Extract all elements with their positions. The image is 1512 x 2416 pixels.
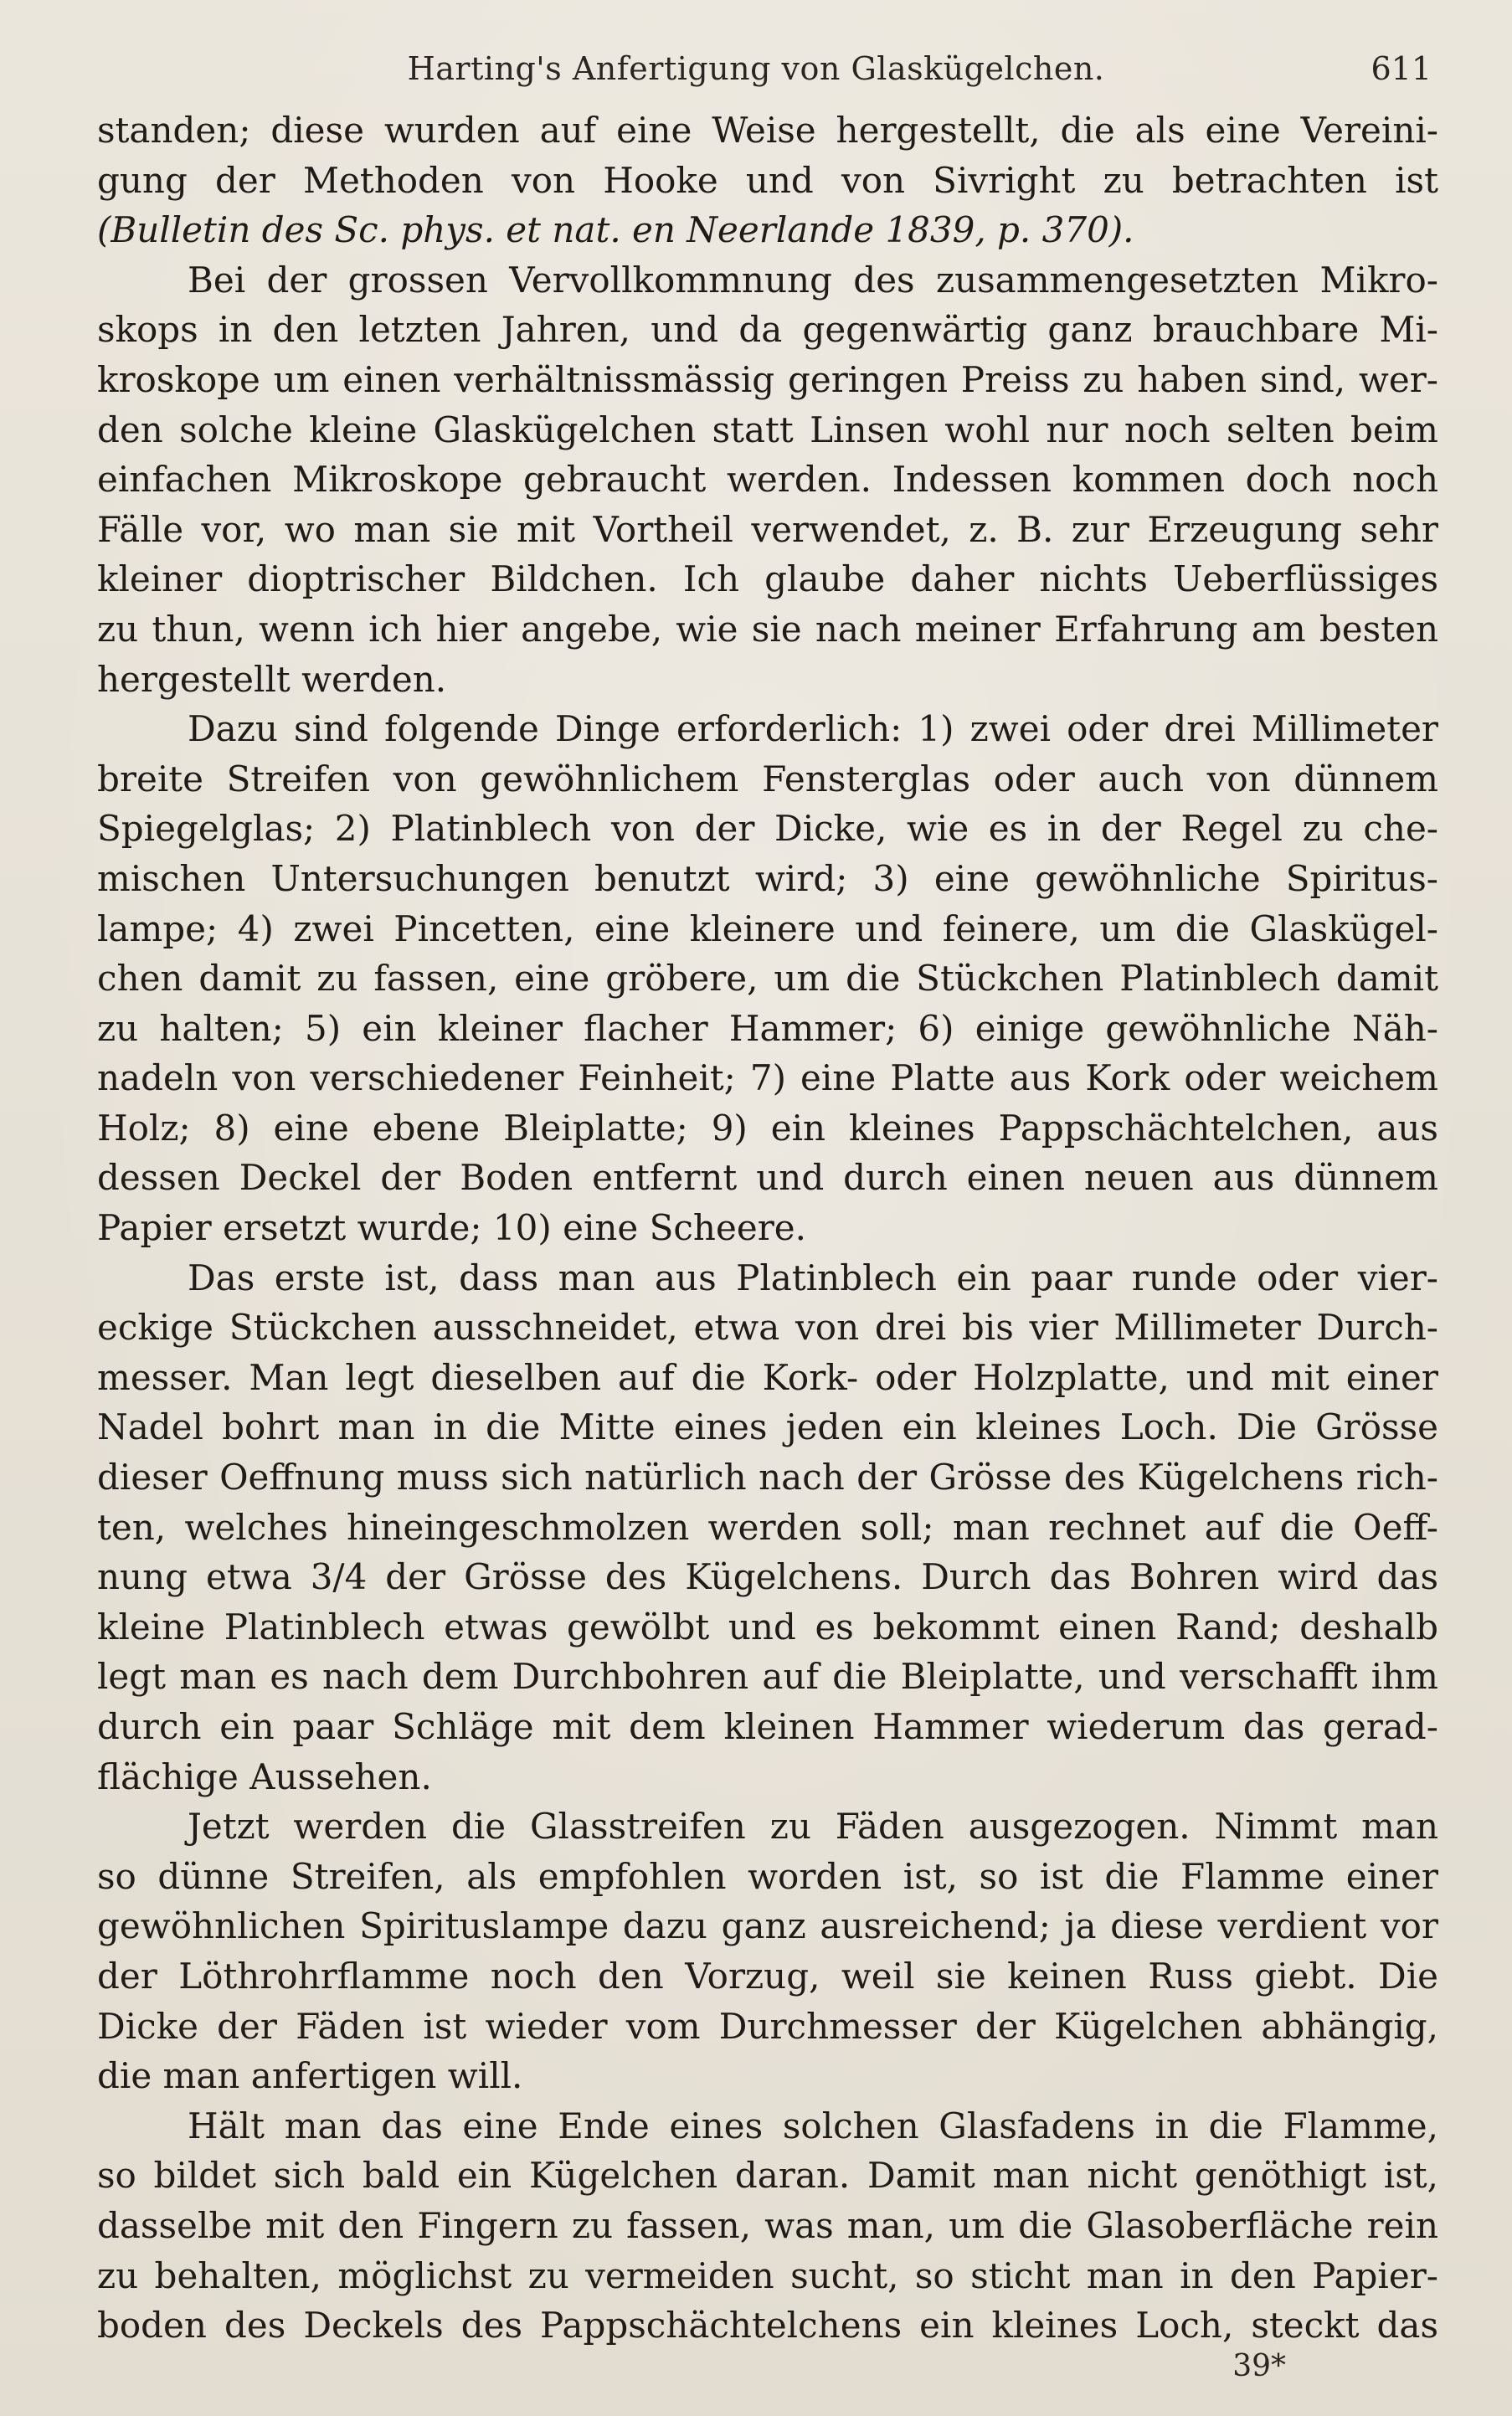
text-line: legt man es nach dem Durchbohren auf die Bleiplatte, und verschafft ihm [97, 1656, 1438, 1698]
text-line: chen damit zu fassen, eine gröbere, um die Stückchen Platinblech damit [97, 958, 1438, 1000]
text-line: zu behalten, möglichst zu vermeiden sucht, so sticht man in den Papier- [97, 2254, 1438, 2296]
text-line: mischen Untersuchungen benutzt wird; 3) eine gewöhnliche Spiritus- [97, 857, 1438, 899]
text-line: Hält man das eine Ende eines solchen Glasfadens in die Flamme, [188, 2105, 1438, 2146]
text-line: gewöhnlichen Spirituslampe dazu ganz ausreichend; ja diese verdient vor [97, 1905, 1438, 1947]
paragraph [97, 255, 1438, 704]
text-line: ten, welches hineingeschmolzen werden soll; man rechnet auf die Oeff- [97, 1506, 1438, 1548]
text-line: den solche kleine Glaskügelchen statt Linsen wohl nur noch selten beim [97, 409, 1438, 450]
text-line: so dünne Streifen, als empfohlen worden ist, so ist die Flamme einer [97, 1855, 1438, 1897]
running-title: Harting's Anfertigung von Glaskügelchen. [407, 50, 1105, 87]
text-line: Fälle vor, wo man sie mit Vortheil verwendet, z. B. zur Erzeugung sehr [97, 508, 1438, 550]
text-line: die man anfertigen will. [97, 2055, 523, 2097]
text-line: gung der Methoden von Hooke und von Sivright zu betrachten ist [97, 159, 1438, 201]
text-line: flächige Aussehen. [97, 1755, 432, 1797]
text-line: kleine Platinblech etwas gewölbt und es bekommt einen Rand; deshalb [97, 1606, 1438, 1648]
text-line: kroskope um einen verhältnissmässig geringen Preiss zu haben sind, wer- [97, 358, 1438, 400]
text-line: Jetzt werden die Glasstreifen zu Fäden ausgezogen. Nimmt man [188, 1806, 1438, 1848]
text-line: Spiegelglas; 2) Platinblech von der Dicke, wie es in der Regel zu che- [97, 808, 1438, 850]
text-line: Dazu sind folgende Dinge erforderlich: 1) zwei oder drei Millimeter [188, 708, 1438, 750]
text-line: Dicke der Fäden ist wieder vom Durchmesser der Kügelchen abhängig, [97, 2005, 1438, 2047]
text-line: boden des Deckels des Pappschächtelchens ein kleines Loch, steckt das [97, 2305, 1438, 2347]
text-line: kleiner dioptrischer Bildchen. Ich glaube daher nichts Ueberflüssiges [97, 558, 1438, 600]
text-line: Holz; 8) eine ebene Bleiplatte; 9) ein kleines Pappschächtelchen, aus [97, 1107, 1438, 1149]
paragraph [97, 704, 1438, 1253]
page-header [0, 40, 1512, 99]
text-line: so bildet sich bald ein Kügelchen daran. Damit man nicht genöthigt ist, [97, 2155, 1438, 2197]
text-line: einfachen Mikroskope gebraucht werden. Indessen kommen doch noch [97, 459, 1438, 501]
text-line: der Löthrohrflamme noch den Vorzug, weil sie keinen Russ giebt. Die [97, 1955, 1438, 1997]
text-line: hergestellt werden. [97, 658, 447, 700]
text-line: Bei der grossen Vervollkommnung des zusammengesetzten Mikro- [188, 259, 1438, 301]
paragraph [97, 105, 1438, 255]
text-line: eckige Stückchen ausschneidet, etwa von drei bis vier Millimeter Durch- [97, 1307, 1438, 1349]
text-line: zu thun, wenn ich hier angebe, wie sie nach meiner Erfahrung am besten [97, 608, 1438, 650]
text-line: (Bulletin des Sc. phys. et nat. en Neerlande 1839, p. 370). [97, 209, 1134, 251]
text-line: dessen Deckel der Boden entfernt und durch einen neuen aus dünnem [97, 1157, 1438, 1199]
text-line: messer. Man legt dieselben auf die Kork- oder Holzplatte, und mit einer [97, 1356, 1438, 1398]
text-line: durch ein paar Schläge mit dem kleinen Hammer wiederum das gerad- [97, 1706, 1438, 1747]
text-line: standen; diese wurden auf eine Weise hergestellt, die als eine Vereini- [97, 110, 1438, 151]
text-line: nung etwa 3/4 der Grösse des Kügelchens. Durch das Bohren wird das [97, 1556, 1438, 1598]
text-line: lampe; 4) zwei Pincetten, eine kleinere und feinere, um die Glaskügel- [97, 907, 1438, 949]
paragraph [97, 1802, 1438, 2101]
page-number: 611 [1371, 50, 1432, 87]
paragraph [97, 2101, 1438, 2351]
text-line: dieser Oeffnung muss sich natürlich nach der Grösse des Kügelchens rich- [97, 1457, 1438, 1498]
text-line: zu halten; 5) ein kleiner flacher Hammer; 6) einige gewöhnliche Näh- [97, 1007, 1438, 1049]
paragraph [97, 1253, 1438, 1802]
text-line: Papier ersetzt wurde; 10) eine Scheere. [97, 1207, 806, 1249]
text-line: Nadel bohrt man in die Mitte eines jeden ein kleines Loch. Die Grösse [97, 1406, 1438, 1448]
text-line: Das erste ist, dass man aus Platinblech ein paar runde oder vier- [188, 1257, 1438, 1298]
text-line: breite Streifen von gewöhnlichem Fensterglas oder auch von dünnem [97, 758, 1438, 799]
page-footer [0, 2341, 1512, 2391]
body-text [97, 105, 1438, 2347]
text-line: dasselbe mit den Fingern zu fassen, was man, um die Glasoberfläche rein [97, 2204, 1438, 2246]
text-line: skops in den letzten Jahren, und da gegenwärtig ganz brauchbare Mi- [97, 309, 1438, 351]
text-line: nadeln von verschiedener Feinheit; 7) eine Platte aus Kork oder weichem [97, 1057, 1438, 1099]
signature-mark: 39* [1232, 2349, 1286, 2383]
